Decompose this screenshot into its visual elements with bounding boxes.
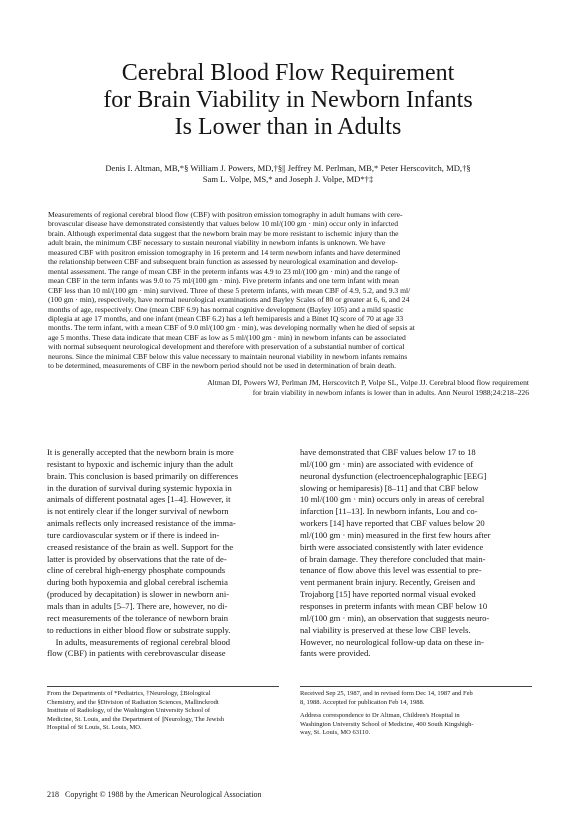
abstract-line: CBF less than 10 ml/(100 gm · min) survived. Three of these 5 preterm infants, with mean CBF of 4.9, 5.2, and 9.3 ml/: [48, 285, 411, 295]
body-line: brain. This conclusion is based primarily on differences: [47, 470, 239, 481]
body-line: However, no neurological follow-up data on these in-: [300, 636, 484, 647]
abstract-line: age 5 months. These data indicate that mean CBF as low as 5 ml/(100 gm · min) in newborn infants can be associated: [48, 332, 406, 342]
abstract-line: adult brain, the minimum CBF necessary to sustain neuronal viability in newborn infants is unknown. We have: [48, 238, 386, 248]
body-line: fants were provided.: [300, 648, 371, 659]
footnote-line: Chemistry, and the §Division of Radiation Sciences, Mallinckrodt: [47, 698, 219, 706]
body-line: nal viability is preserved at these low CBF levels.: [300, 624, 471, 635]
body-line: Trojaborg [15] have reported normal visual evoked: [300, 589, 476, 600]
body-line: in the duration of survival during systemic hypoxia in: [47, 482, 232, 493]
article-title: [0, 60, 576, 141]
footnote-divider-left: [47, 686, 279, 687]
abstract-line: (100 gm · min), respectively, have normal neurological examinations and Bayley Scales of 80 or greater at 6, 6, and 24: [48, 295, 410, 305]
body-line: slowing or hemiparesis) [8–11] and that CBF below: [300, 482, 479, 493]
abstract-line: brain. Although experimental data suggest that the newborn brain may be more resistant to ischemic injury than the: [48, 228, 399, 238]
body-column-right: [300, 447, 532, 660]
author-line: Denis I. Altman, MB,*§ William J. Powers, MD,†§|| Jeffrey M. Perlman, MB,* Peter Herscovitch, MD,†§: [105, 163, 471, 173]
body-line: ml/(100 gm · min) are associated with evidence of: [300, 458, 474, 469]
title-line: Is Lower than in Adults: [174, 114, 402, 140]
abstract-line: neurons. Since the minimal CBF below this value necessary to maintain neuronal viability in newborn infants remains: [48, 351, 408, 361]
body-line: resistant to hypoxic and ischemic injury than the adult: [47, 458, 234, 469]
abstract-line: Measurements of regional cerebral blood flow (CBF) with positron emission tomography in adult humans with cere-: [48, 210, 403, 219]
body-line: ture cardiovascular system or if there is indeed in-: [47, 529, 220, 540]
footnote-line: Address correspondence to Dr Altman, Children's Hospital in: [300, 712, 460, 720]
received-footnote: [300, 690, 532, 738]
abstract-line: to be determined, measurements of CBF in the newborn period should not be used in determination of brain death.: [48, 361, 396, 371]
footnote-line: Hospital of St Louis, St. Louis, MO.: [47, 724, 142, 732]
footnote-line: Received Sep 25, 1987, and in revised form Dec 14, 1987 and Feb: [300, 690, 473, 697]
body-line: creased resistance of the brain as well. Support for the: [47, 541, 234, 552]
body-line: workers [14] have reported that CBF values below 20: [300, 518, 485, 529]
page-footer: 218 Copyright © 1988 by the American Neurological Association: [47, 790, 262, 799]
body-line: responses in preterm infants with mean CBF below 10: [300, 600, 488, 611]
footnote-line: Medicine, St. Louis, and the Department of ||Neurology, The Jewish: [47, 715, 224, 723]
body-line: is not entirely clear if the longer survival of newborn: [47, 506, 229, 517]
footnote-divider-right: [300, 686, 532, 687]
body-line: during both hypoxemia and global cerebral ischemia: [47, 577, 228, 588]
abstract: [48, 210, 529, 371]
body-line: (produced by decapitation) is slower in newborn ani-: [47, 589, 230, 600]
body-line: In adults, measurements of regional cerebral blood: [47, 636, 231, 647]
body-line: animals of different postnatal ages [1–4]. However, it: [47, 494, 231, 505]
title-line: for Brain Viability in Newborn Infants: [103, 87, 473, 113]
body-line: have demonstrated that CBF values below 17 to 18: [300, 447, 476, 457]
body-line: vent permanent brain injury. Recently, Greisen and: [300, 577, 475, 588]
footnote-line: 8, 1988. Accepted for publication Feb 14, 1988.: [300, 698, 425, 706]
body-line: mals than in adults [5–7]. There are, however, no di-: [47, 600, 228, 611]
body-line: latter is provided by observations that the rate of de-: [47, 553, 227, 564]
author-line: Sam L. Volpe, MS,* and Joseph J. Volpe, MD*†‡: [202, 174, 374, 184]
citation: [48, 378, 529, 398]
footnote-line: From the Departments of *Pediatrics, †Neurology, ‡Biological: [47, 690, 211, 697]
abstract-line: brovascular disease have demonstrated consistently that values below 10 ml/(100 gm · min) occur only in infarcted: [48, 219, 399, 229]
author-list: [20, 163, 556, 185]
body-line: It is generally accepted that the newborn brain is more: [47, 447, 234, 457]
body-line: tenance of flow above this level was essential to pre-: [300, 565, 482, 576]
body-line: to reductions in either blood flow or substrate supply.: [47, 624, 231, 635]
body-line: animals reflects only increased resistance of the imma-: [47, 518, 236, 529]
citation-line: Altman DI, Powers WJ, Perlman JM, Herscovitch P, Volpe SL, Volpe JJ. Cerebral blood flow requirement: [207, 378, 529, 387]
abstract-line: months of age, respectively. One (mean CBF 6.9) has normal cognitive development (Bayley 105) and a mild spastic: [48, 304, 404, 314]
affiliation-footnote: [47, 690, 279, 733]
body-line: ml/(100 gm · min), an observation that suggests neuro-: [300, 612, 490, 623]
footnote-line: Institute of Radiology, of the Washington University School of: [47, 707, 211, 715]
footnote-line: Washington University School of Medicine, 400 South Kingshigh-: [300, 720, 474, 728]
footnote-line: way, St. Louis, MO 63110.: [300, 729, 371, 737]
body-line: rect measurements of the tolerance of newborn brain: [47, 612, 229, 623]
abstract-line: mental assessment. The range of mean CBF in the preterm infants was 4.9 to 23 ml/(100 gm · min) and the range of: [48, 266, 401, 276]
abstract-line: with normal subsequent neurological development and therefore with preservation of a substantial number of cortical: [48, 342, 405, 352]
title-line: Cerebral Blood Flow Requirement: [121, 60, 455, 86]
abstract-line: mean CBF in the term infants was 9.0 to 75 ml/(100 gm · min). Five preterm infants and one term infant with mean: [48, 276, 399, 286]
body-line: infarction [11–13]. In newborn infants, Lou and co-: [300, 506, 478, 517]
abstract-line: measured CBF with positron emission tomography in 16 preterm and 14 term newborn infants and have determined: [48, 247, 401, 257]
body-line: ml/(100 gm · min) measured in the first few hours after: [300, 529, 491, 540]
body-line: cline of cerebral high-energy phosphate compounds: [47, 565, 226, 576]
abstract-line: diplegia at age 17 months, and one infant (mean CBF 6.2) has a left hemiparesis and a Binet IQ score of 70 at age 33: [48, 313, 404, 323]
abstract-line: months. The term infant, with a mean CBF of 9.0 ml/(100 gm · min), was developing normally when he died of sepsis at: [48, 323, 415, 333]
abstract-line: the relationship between CBF and subsequent brain function as assessed by neurological examination and develop-: [48, 257, 398, 267]
body-column-left: [47, 447, 281, 660]
body-line: of brain damage. They therefore concluded that main-: [300, 553, 486, 564]
citation-line: for brain viability in newborn infants is lower than in adults. Ann Neurol 1988;24:218–226: [252, 388, 529, 397]
body-line: neuronal dysfunction (electroencephalographic [EEG]: [300, 470, 487, 481]
body-line: 10 ml/(100 gm · min) occurs only in areas of cerebral: [300, 494, 485, 505]
body-line: birth were associated consistently with later evidence: [300, 541, 484, 552]
body-line: flow (CBF) in patients with cerebrovascular disease: [47, 648, 226, 659]
